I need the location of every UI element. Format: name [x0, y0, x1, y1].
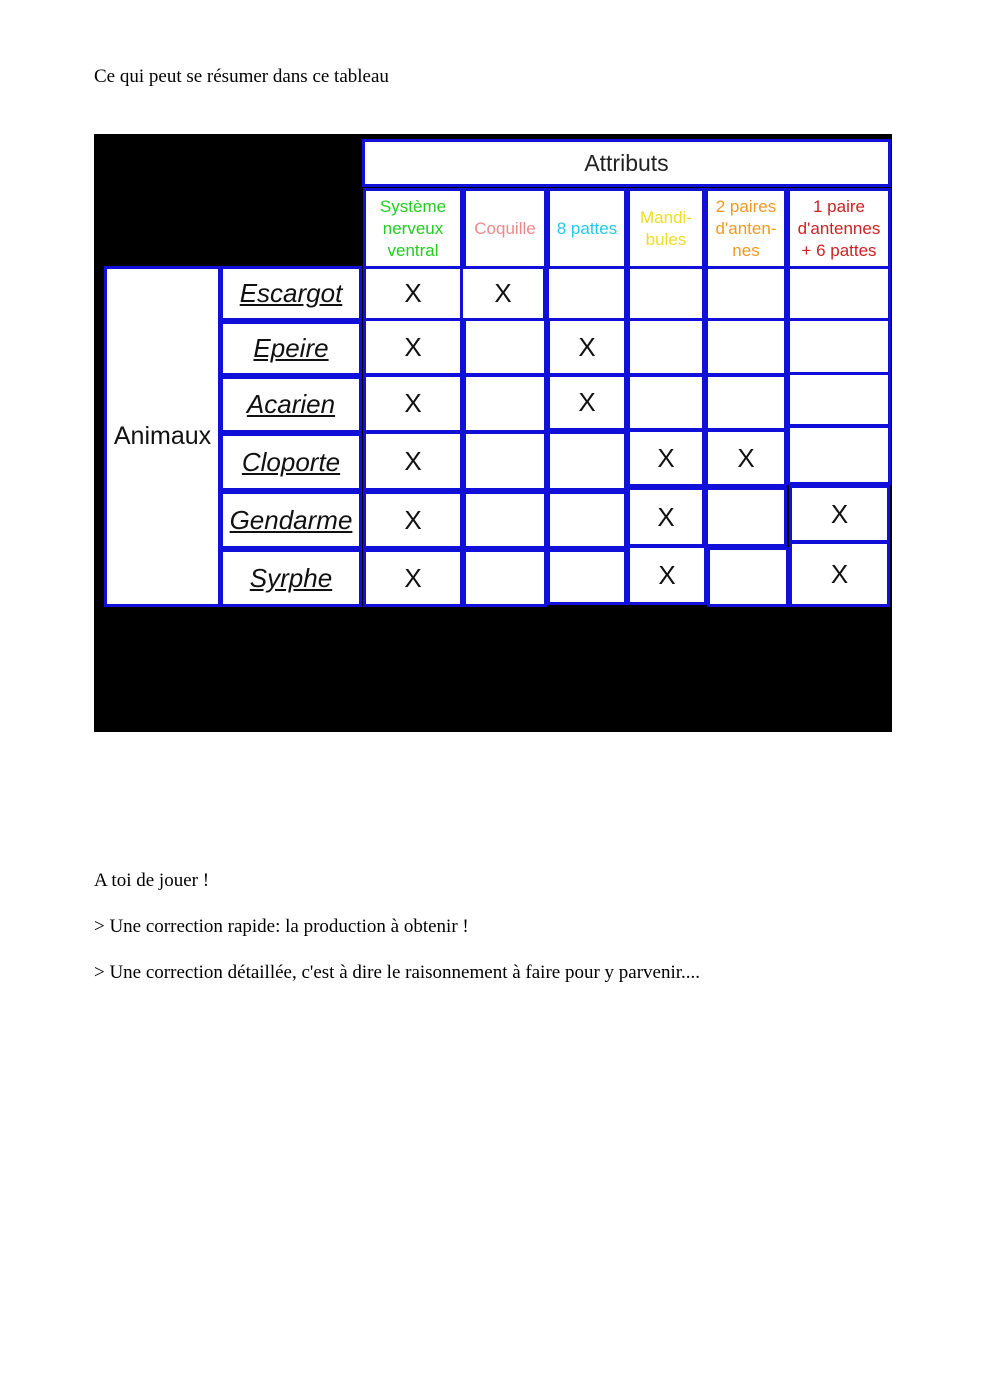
- mark-cell: X: [627, 487, 705, 547]
- outro-heading: A toi de jouer !: [94, 870, 210, 891]
- mark-cell: [463, 491, 547, 549]
- quick-correction-line: > Une correction rapide: la production à obtenir !: [94, 916, 469, 937]
- animals-group-label: Animaux: [104, 266, 221, 607]
- attr-header-8-legs: 8 pattes: [547, 188, 627, 269]
- attr-header-mandibles: Mandi-bules: [627, 188, 705, 269]
- mark-cell: X: [363, 549, 463, 607]
- mark-cell: X: [363, 491, 463, 549]
- mark-cell: X: [627, 545, 707, 605]
- mark-cell: X: [363, 431, 463, 491]
- intro-text: Ce qui peut se résumer dans ce tableau: [94, 66, 389, 87]
- mark-cell: [705, 318, 787, 376]
- mark-cell: [787, 372, 891, 427]
- mark-cell: [705, 374, 787, 431]
- mark-cell: X: [363, 318, 463, 376]
- mark-cell: [547, 431, 627, 491]
- detailed-correction-line: > Une correction détaillée, c'est à dire le raisonnement à faire pour y parvenir....: [94, 962, 701, 983]
- mark-cell: [787, 318, 891, 376]
- animal-epeire: Epeire: [220, 321, 362, 376]
- mark-cell: X: [547, 318, 627, 376]
- mark-cell: [463, 549, 547, 607]
- mark-cell: X: [789, 541, 890, 607]
- attr-header-shell: Coquille: [463, 188, 547, 269]
- mark-cell: [787, 425, 891, 485]
- mark-cell: X: [460, 266, 546, 321]
- summary-table-figure: [94, 134, 892, 732]
- mark-cell: X: [789, 485, 890, 543]
- attr-header-nervous-system: Système nerveux ventral: [363, 188, 463, 269]
- mark-cell: X: [547, 374, 627, 431]
- mark-cell: X: [363, 374, 463, 433]
- attr-header-2-antennae: 2 paires d'anten-nes: [705, 188, 787, 269]
- attr-header-1-antenna-6-legs: 1 paire d'antennes + 6 pattes: [787, 188, 891, 269]
- mark-cell: [463, 374, 547, 433]
- mark-cell: X: [705, 429, 787, 487]
- mark-cell: [787, 266, 891, 321]
- mark-cell: [463, 318, 547, 376]
- mark-cell: [547, 549, 627, 605]
- mark-cell: [546, 266, 627, 321]
- animal-gendarme: Gendarme: [220, 491, 362, 549]
- animal-escargot: Escargot: [220, 266, 362, 321]
- animal-acarien: Acarien: [220, 376, 362, 433]
- mark-cell: [547, 491, 627, 549]
- animal-cloporte: Cloporte: [220, 433, 362, 491]
- mark-cell: [627, 374, 705, 431]
- mark-cell: X: [627, 429, 705, 487]
- mark-cell: [463, 431, 547, 491]
- attributes-title: Attributs: [362, 139, 891, 187]
- mark-cell: [705, 266, 787, 321]
- mark-cell: [627, 266, 705, 321]
- mark-cell: [705, 487, 787, 547]
- animal-syrphe: Syrphe: [220, 549, 362, 607]
- mark-cell: [707, 547, 789, 607]
- mark-cell: [627, 318, 705, 376]
- mark-cell: X: [363, 266, 463, 321]
